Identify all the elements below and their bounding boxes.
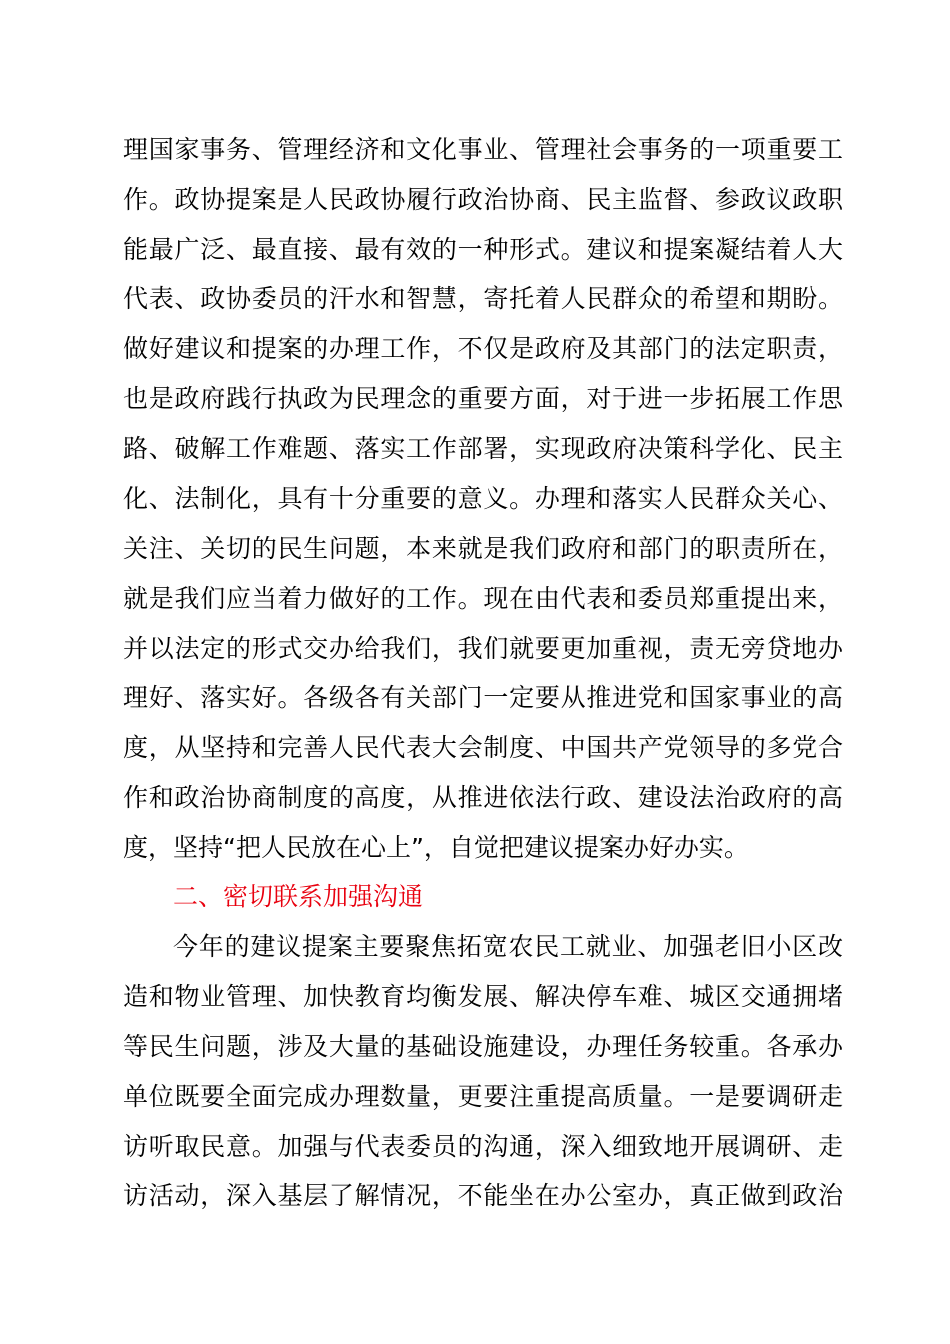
body-text-line: 就是我们应当着力做好的工作。现在由代表和委员郑重提出来， <box>123 584 843 613</box>
body-text-line: 单位既要全面完成办理数量，更要注重提高质量。一是要调研走 <box>123 1082 843 1111</box>
body-text-line: 造和物业管理、加快教育均衡发展、解决停车难、城区交通拥堵 <box>123 982 843 1011</box>
body-text-line: 度，坚持“把人民放在心上”，自觉把建议提案办好办实。 <box>123 833 749 862</box>
body-text-line: 路、破解工作难题、落实工作部署，实现政府决策科学化、民主 <box>123 434 843 463</box>
body-text-line: 度，从坚持和完善人民代表大会制度、中国共产党领导的多党合 <box>123 733 843 762</box>
body-text-line: 做好建议和提案的办理工作，不仅是政府及其部门的法定职责， <box>123 334 843 363</box>
body-text-line: 能最广泛、最直接、最有效的一种形式。建议和提案凝结着人大 <box>123 235 843 264</box>
body-text-line: 访活动，深入基层了解情况，不能坐在办公室办，真正做到政治 <box>123 1181 843 1210</box>
body-text-line: 访听取民意。加强与代表委员的沟通，深入细致地开展调研、走 <box>123 1132 843 1161</box>
body-text-line: 理好、落实好。各级各有关部门一定要从推进党和国家事业的高 <box>123 683 843 712</box>
body-text-line: 今年的建议提案主要聚焦拓宽农民工就业、加强老旧小区改 <box>173 932 843 961</box>
body-text-line: 也是政府践行执政为民理念的重要方面，对于进一步拓展工作思 <box>123 384 843 413</box>
body-text-line: 关注、关切的民生问题，本来就是我们政府和部门的职责所在， <box>123 534 843 563</box>
body-text-line: 代表、政协委员的汗水和智慧，寄托着人民群众的希望和期盼。 <box>123 284 843 313</box>
body-text-line: 作和政治协商制度的高度，从推进依法行政、建设法治政府的高 <box>123 783 843 812</box>
section-heading: 二、密切联系加强沟通 <box>173 882 424 911</box>
body-text-line: 作。政协提案是人民政协履行政治协商、民主监督、参政议政职 <box>123 185 843 214</box>
body-text-line: 并以法定的形式交办给我们，我们就要更加重视，责无旁贷地办 <box>123 634 843 663</box>
body-text-line: 理国家事务、管理经济和文化事业、管理社会事务的一项重要工 <box>123 135 843 164</box>
body-text-line: 等民生问题，涉及大量的基础设施建设，办理任务较重。各承办 <box>123 1032 843 1061</box>
body-text-line: 化、法制化，具有十分重要的意义。办理和落实人民群众关心、 <box>123 484 843 513</box>
